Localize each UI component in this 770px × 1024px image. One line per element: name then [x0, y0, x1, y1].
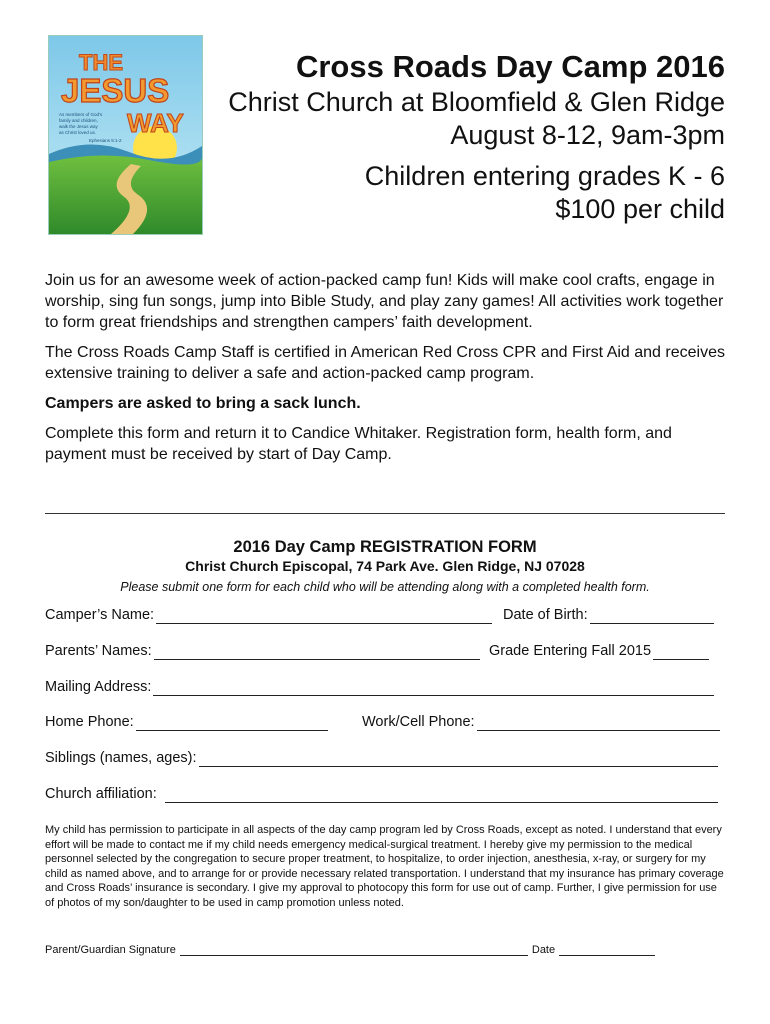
grade-input[interactable] — [653, 645, 709, 660]
camper-name-input[interactable] — [156, 609, 492, 624]
date-label: Date — [531, 944, 556, 956]
camp-dates: August 8-12, 9am-3pm — [450, 120, 725, 150]
mailing-address-field[interactable] — [45, 679, 714, 696]
grade-field[interactable] — [489, 643, 709, 660]
mailing-address-input[interactable] — [153, 681, 714, 696]
signature-input[interactable] — [180, 945, 528, 956]
parents-names-input[interactable] — [154, 645, 480, 660]
field-label: Camper’s Name: — [45, 607, 155, 623]
field-label: Parents’ Names: — [45, 643, 152, 659]
field-label: Mailing Address: — [45, 679, 152, 695]
field-label: Date of Birth: — [503, 607, 588, 623]
field-label: Siblings (names, ages): — [45, 750, 197, 766]
poster-verse: As members of God's — [59, 112, 103, 117]
camp-grades: Children entering grades K - 6 — [364, 161, 725, 191]
poster-title-jesus: JESUS — [61, 72, 170, 109]
poster-verse: walk the Jesus way — [59, 124, 98, 129]
work-phone-input[interactable] — [477, 716, 720, 731]
camper-name-field[interactable] — [45, 607, 492, 624]
poster-verse: family and children, — [59, 118, 98, 123]
church-affiliation-field[interactable] — [45, 786, 718, 803]
home-phone-field[interactable] — [45, 714, 328, 731]
home-phone-input[interactable] — [136, 716, 328, 731]
dob-field[interactable] — [503, 607, 714, 624]
field-label: Home Phone: — [45, 714, 134, 730]
intro-paragraph: Complete this form and return it to Candice Whitaker. Registration form, health form, and payment must be received by start of Day Camp. — [45, 425, 672, 463]
camp-price: $100 per child — [555, 194, 725, 224]
parents-names-field[interactable] — [45, 643, 480, 660]
field-label: Grade Entering Fall 2015 — [489, 643, 652, 659]
intro-paragraph: The Cross Roads Camp Staff is certified in American Red Cross CPR and First Aid and receives extensive training to deliver a safe and action-packed camp program. — [45, 344, 725, 382]
poster-verse: as Christ loved us. — [59, 130, 97, 135]
poster-title-way: WAY — [127, 108, 184, 138]
form-address: Christ Church Episcopal, 74 Park Ave. Glen Ridge, NJ 07028 — [185, 558, 585, 574]
lunch-note: Campers are asked to bring a sack lunch. — [45, 395, 361, 412]
work-phone-field[interactable] — [362, 714, 720, 731]
camp-title: Cross Roads Day Camp 2016 — [295, 49, 725, 84]
poster-title-the: THE — [79, 50, 123, 75]
permission-statement: My child has permission to participate in all aspects of the day camp program led by Cross Roads, except as noted. I understand that every effort will be made to contact me if my child needs emergency medical-surgical treatment. I hereby give my permission to the medical personnel selected by the congregation to secure proper treatment, to hospitalize, to order injection, anesthesia, x-ray, or surgery for my child as named above, and to arrange for or provide necessary related transportation. I understand that my insurance has primary coverage and Cross Roads’ insurance is secondary. I give my approval to photocopy this form for use out of camp. Further, I give permission for use of photos of my son/daughter to be used in camp promotion unless noted. — [45, 824, 724, 909]
intro-paragraph: Join us for an awesome week of action-packed camp fun! Kids will make cool crafts, engage in worship, sing fun songs, jump into Bible Study, and play zany games! All activities work together to form great friendships and strengthen campers’ faith development. — [45, 272, 724, 331]
siblings-field[interactable] — [45, 750, 718, 767]
camp-header — [205, 48, 725, 226]
signature-label: Parent/Guardian Signature — [45, 944, 176, 956]
church-name: Christ Church at Bloomfield & Glen Ridge — [228, 87, 725, 117]
signature-row[interactable] — [45, 944, 659, 956]
church-affiliation-input[interactable] — [165, 788, 718, 803]
field-label: Work/Cell Phone: — [362, 714, 475, 730]
intro-text — [45, 270, 725, 474]
date-input[interactable] — [559, 945, 655, 956]
field-label: Church affiliation: — [45, 786, 157, 802]
siblings-input[interactable] — [199, 752, 718, 767]
form-title: 2016 Day Camp REGISTRATION FORM — [233, 538, 537, 556]
divider — [45, 513, 725, 514]
dob-input[interactable] — [590, 609, 714, 624]
form-instruction: Please submit one form for each child who will be attending along with a completed health form. — [120, 580, 650, 594]
poster-illustration — [49, 36, 202, 234]
poster-verse: Ephesians 5:1-2 — [89, 138, 122, 143]
jesus-way-poster — [48, 35, 203, 235]
